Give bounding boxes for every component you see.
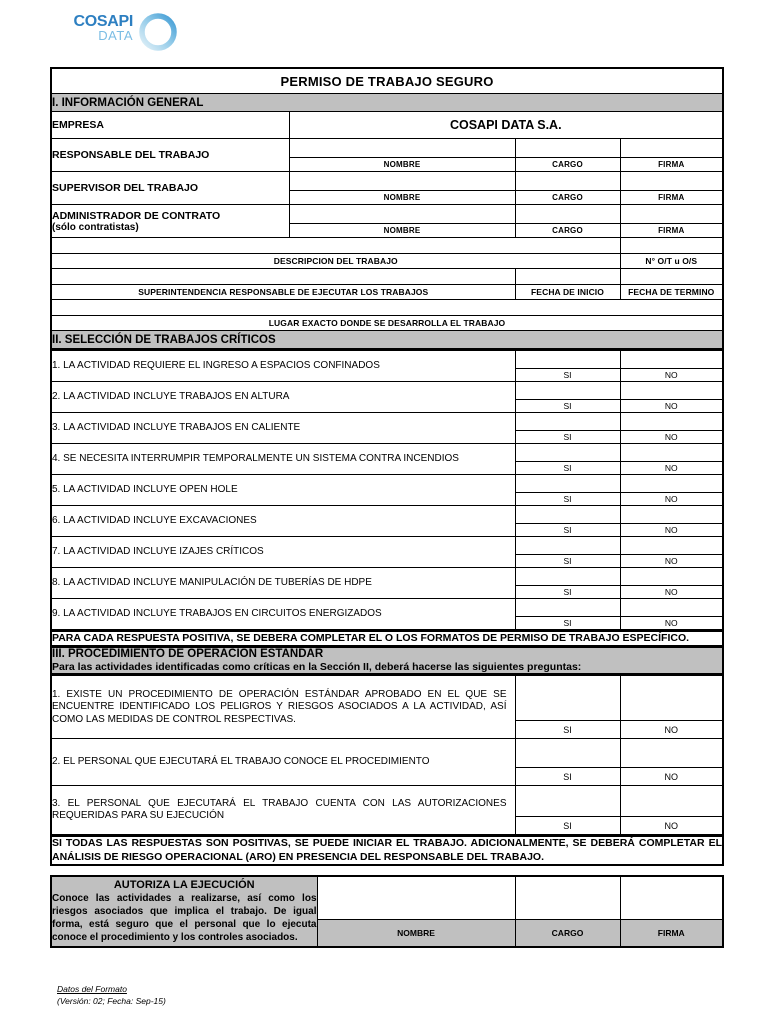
no-label: NO bbox=[620, 586, 723, 599]
role-label-responsable: RESPONSABLE DEL TRABAJO bbox=[51, 139, 289, 172]
fecha-inicio-input[interactable] bbox=[515, 269, 620, 285]
sop-question-1-yes-box[interactable] bbox=[515, 676, 620, 721]
authorization-table bbox=[50, 875, 724, 948]
critical-question-4: 4. SE NECESITA INTERRUMPIR TEMPORALMENTE UN SISTEMA CONTRA INCENDIOS bbox=[51, 444, 515, 475]
responsable-cargo-input[interactable] bbox=[515, 139, 620, 158]
sop-question-2-no-box[interactable] bbox=[620, 739, 723, 768]
sop-question-3: 3. EL PERSONAL QUE EJECUTARÁ EL TRABAJO CUENTA CON LAS AUTORIZACIONES REQUERIDAS PARA SU EJECUCIÓN bbox=[51, 786, 515, 836]
empresa-value: COSAPI DATA S.A. bbox=[289, 112, 723, 139]
section-2-notice-table bbox=[50, 631, 724, 647]
critical-question-6-no-box[interactable] bbox=[620, 506, 723, 524]
critical-question-1-no-box[interactable] bbox=[620, 351, 723, 369]
table-row bbox=[51, 568, 723, 586]
critical-question-9-no-box[interactable] bbox=[620, 599, 723, 617]
table-row bbox=[51, 382, 723, 400]
yes-label: SI bbox=[515, 768, 620, 786]
section-3-subheading: Para las actividades identificadas como críticas en la Sección II, deberá hacerse las siguientes preguntas: bbox=[52, 661, 582, 674]
supervisor-nombre-input[interactable] bbox=[289, 172, 515, 191]
table-row bbox=[51, 537, 723, 555]
role-label-administrador bbox=[51, 205, 289, 238]
responsable-firma-input[interactable] bbox=[620, 139, 723, 158]
col-header-nombre: NOMBRE bbox=[289, 191, 515, 205]
critical-question-5-yes-box[interactable] bbox=[515, 475, 620, 493]
role-note-administrador: (sólo contratistas) bbox=[52, 221, 139, 233]
authorization-description-cell bbox=[51, 876, 317, 947]
ring-icon bbox=[136, 10, 180, 54]
form-table bbox=[50, 67, 724, 350]
supervisor-cargo-input[interactable] bbox=[515, 172, 620, 191]
no-label: NO bbox=[620, 617, 723, 631]
yes-label: SI bbox=[515, 721, 620, 739]
table-row bbox=[51, 68, 723, 94]
col-header-cargo: CARGO bbox=[515, 224, 620, 238]
table-row bbox=[51, 351, 723, 369]
col-header-cargo: CARGO bbox=[515, 191, 620, 205]
table-row bbox=[51, 739, 723, 768]
table-row bbox=[51, 632, 723, 647]
supervisor-firma-input[interactable] bbox=[620, 172, 723, 191]
yes-label: SI bbox=[515, 617, 620, 631]
critical-question-7-yes-box[interactable] bbox=[515, 537, 620, 555]
critical-question-8: 8. LA ACTIVIDAD INCLUYE MANIPULACIÓN DE TUBERÍAS DE HDPE bbox=[51, 568, 515, 599]
fecha-inicio-label: FECHA DE INICIO bbox=[515, 285, 620, 300]
yes-label: SI bbox=[515, 431, 620, 444]
ot-os-label: N° O/T u O/S bbox=[620, 254, 723, 269]
table-row bbox=[51, 444, 723, 462]
fecha-termino-label: FECHA DE TERMINO bbox=[620, 285, 723, 300]
table-row bbox=[51, 112, 723, 139]
critical-question-6: 6. LA ACTIVIDAD INCLUYE EXCAVACIONES bbox=[51, 506, 515, 537]
table-row bbox=[51, 316, 723, 331]
administrador-nombre-input[interactable] bbox=[289, 205, 515, 224]
no-label: NO bbox=[620, 493, 723, 506]
no-label: NO bbox=[620, 369, 723, 382]
table-row bbox=[51, 837, 723, 865]
table-row bbox=[51, 413, 723, 431]
no-label: NO bbox=[620, 555, 723, 568]
table-row bbox=[51, 648, 723, 675]
col-header-firma: FIRMA bbox=[620, 224, 723, 238]
superintendencia-label: SUPERINTENDENCIA RESPONSABLE DE EJECUTAR LOS TRABAJOS bbox=[51, 285, 515, 300]
authorization-col-cargo: CARGO bbox=[515, 920, 620, 948]
logo-sub-text: DATA bbox=[98, 28, 133, 43]
no-label: NO bbox=[620, 721, 723, 739]
no-label: NO bbox=[620, 817, 723, 836]
table-row bbox=[51, 269, 723, 285]
authorization-firma-input[interactable] bbox=[620, 876, 723, 920]
table-row bbox=[51, 285, 723, 300]
footer-version: (Versión: 02; Fecha: Sep-15) bbox=[57, 996, 166, 1007]
critical-question-2-yes-box[interactable] bbox=[515, 382, 620, 400]
critical-question-5: 5. LA ACTIVIDAD INCLUYE OPEN HOLE bbox=[51, 475, 515, 506]
yes-label: SI bbox=[515, 462, 620, 475]
table-row bbox=[51, 876, 723, 920]
critical-question-3-yes-box[interactable] bbox=[515, 413, 620, 431]
no-label: NO bbox=[620, 768, 723, 786]
authorization-nombre-input[interactable] bbox=[317, 876, 515, 920]
empresa-label: EMPRESA bbox=[51, 112, 289, 139]
authorization-body: Conoce las actividades a realizarse, así como los riesgos asociados que implica el trabajo. De igual forma, está seguro que el personal que lo ejecuta conoce el procedimiento y los controles asociados. bbox=[52, 893, 317, 944]
yes-label: SI bbox=[515, 817, 620, 836]
critical-question-7-no-box[interactable] bbox=[620, 537, 723, 555]
yes-label: SI bbox=[515, 400, 620, 413]
table-row bbox=[51, 786, 723, 817]
table-row bbox=[51, 94, 723, 112]
critical-question-2-no-box[interactable] bbox=[620, 382, 723, 400]
company-logo bbox=[50, 8, 250, 58]
table-row bbox=[51, 300, 723, 316]
table-row bbox=[51, 172, 723, 191]
role-label-supervisor: SUPERVISOR DEL TRABAJO bbox=[51, 172, 289, 205]
section-3-heading-cell bbox=[51, 648, 723, 675]
col-header-firma: FIRMA bbox=[620, 158, 723, 172]
section-2-notice: PARA CADA RESPUESTA POSITIVA, SE DEBERA COMPLETAR EL O LOS FORMATOS DE PERMISO DE TRABAJO ESPECÍFICO. bbox=[51, 632, 723, 647]
ot-os-input[interactable] bbox=[620, 238, 723, 254]
critical-question-6-yes-box[interactable] bbox=[515, 506, 620, 524]
superintendencia-input[interactable] bbox=[51, 269, 515, 285]
table-row bbox=[51, 506, 723, 524]
sop-question-2: 2. EL PERSONAL QUE EJECUTARÁ EL TRABAJO CONOCE EL PROCEDIMIENTO bbox=[51, 739, 515, 786]
form-footer bbox=[57, 983, 166, 1008]
critical-question-1-yes-box[interactable] bbox=[515, 351, 620, 369]
yes-label: SI bbox=[515, 493, 620, 506]
logo-brand-text: COSAPI bbox=[73, 13, 133, 30]
sop-question-3-no-box[interactable] bbox=[620, 786, 723, 817]
responsable-nombre-input[interactable] bbox=[289, 139, 515, 158]
authorization-title: AUTORIZA LA EJECUCIÓN bbox=[113, 879, 255, 892]
critical-question-3-no-box[interactable] bbox=[620, 413, 723, 431]
table-row bbox=[51, 475, 723, 493]
authorization-col-nombre: NOMBRE bbox=[317, 920, 515, 948]
authorization-col-firma: FIRMA bbox=[620, 920, 723, 948]
section-3-header-table bbox=[50, 647, 724, 675]
section-1-heading: I. INFORMACIÓN GENERAL bbox=[51, 94, 723, 112]
yes-label: SI bbox=[515, 524, 620, 537]
no-label: NO bbox=[620, 462, 723, 475]
sop-question-1: 1. EXISTE UN PROCEDIMIENTO DE OPERACIÓN ESTÁNDAR APROBADO EN EL QUE SE ENCUENTRE IDENTIFICADO LOS PELIGROS Y RIESGOS ASOCIADOS A LA ACTIVIDAD, ASÍ COMO LAS MEDIDAS DE CONTROL RESPECTIVAS. bbox=[51, 676, 515, 739]
table-row bbox=[51, 599, 723, 617]
section-3-notice: SI TODAS LAS RESPUESTAS SON POSITIVAS, SE PUEDE INICIAR EL TRABAJO. ADICIONALMENTE, SE DEBERÁ COMPLETAR EL ANÁLISIS DE RIESGO OPERACIONAL (ARO) EN PRESENCIA DEL RESPONSABLE DEL TRABAJO. bbox=[51, 837, 723, 865]
critical-question-4-no-box[interactable] bbox=[620, 444, 723, 462]
critical-question-9: 9. LA ACTIVIDAD INCLUYE TRABAJOS EN CIRCUITOS ENERGIZADOS bbox=[51, 599, 515, 631]
no-label: NO bbox=[620, 524, 723, 537]
section-3-notice-table bbox=[50, 836, 724, 866]
critical-question-4-yes-box[interactable] bbox=[515, 444, 620, 462]
table-row bbox=[51, 139, 723, 158]
table-row bbox=[51, 238, 723, 254]
fecha-termino-input[interactable] bbox=[620, 269, 723, 285]
col-header-firma: FIRMA bbox=[620, 191, 723, 205]
critical-question-9-yes-box[interactable] bbox=[515, 599, 620, 617]
yes-label: SI bbox=[515, 586, 620, 599]
footer-title: Datos del Formato bbox=[57, 984, 127, 994]
logo-wordmark bbox=[55, 14, 133, 42]
sop-question-2-yes-box[interactable] bbox=[515, 739, 620, 768]
critical-question-3: 3. LA ACTIVIDAD INCLUYE TRABAJOS EN CALIENTE bbox=[51, 413, 515, 444]
page-title: PERMISO DE TRABAJO SEGURO bbox=[51, 68, 723, 94]
section-2-heading: II. SELECCIÓN DE TRABAJOS CRÍTICOS bbox=[51, 331, 723, 350]
critical-question-7: 7. LA ACTIVIDAD INCLUYE IZAJES CRÍTICOS bbox=[51, 537, 515, 568]
critical-question-1: 1. LA ACTIVIDAD REQUIERE EL INGRESO A ESPACIOS CONFINADOS bbox=[51, 351, 515, 382]
permit-form bbox=[50, 67, 724, 948]
critical-question-8-yes-box[interactable] bbox=[515, 568, 620, 586]
table-row bbox=[51, 254, 723, 269]
role-label-administrador-text: ADMINISTRADOR DE CONTRATO bbox=[52, 209, 221, 222]
descripcion-trabajo-input[interactable] bbox=[51, 238, 620, 254]
col-header-cargo: CARGO bbox=[515, 158, 620, 172]
yes-label: SI bbox=[515, 555, 620, 568]
yes-label: SI bbox=[515, 369, 620, 382]
authorization-cargo-input[interactable] bbox=[515, 876, 620, 920]
sop-question-3-yes-box[interactable] bbox=[515, 786, 620, 817]
col-header-nombre: NOMBRE bbox=[289, 224, 515, 238]
table-row bbox=[51, 676, 723, 721]
lugar-exacto-input[interactable] bbox=[51, 300, 723, 316]
no-label: NO bbox=[620, 400, 723, 413]
table-row bbox=[51, 205, 723, 224]
administrador-firma-input[interactable] bbox=[620, 205, 723, 224]
lugar-exacto-label: LUGAR EXACTO DONDE SE DESARROLLA EL TRABAJO bbox=[51, 316, 723, 331]
critical-question-2: 2. LA ACTIVIDAD INCLUYE TRABAJOS EN ALTURA bbox=[51, 382, 515, 413]
critical-question-5-no-box[interactable] bbox=[620, 475, 723, 493]
section-3-heading: III. PROCEDIMIENTO DE OPERACIÓN ESTANDAR bbox=[52, 648, 324, 661]
table-row bbox=[51, 331, 723, 350]
critical-question-8-no-box[interactable] bbox=[620, 568, 723, 586]
col-header-nombre: NOMBRE bbox=[289, 158, 515, 172]
descripcion-trabajo-label: DESCRIPCION DEL TRABAJO bbox=[51, 254, 620, 269]
critical-works-table bbox=[50, 350, 724, 631]
administrador-cargo-input[interactable] bbox=[515, 205, 620, 224]
sop-question-1-no-box[interactable] bbox=[620, 676, 723, 721]
sop-questions-table bbox=[50, 675, 724, 836]
no-label: NO bbox=[620, 431, 723, 444]
